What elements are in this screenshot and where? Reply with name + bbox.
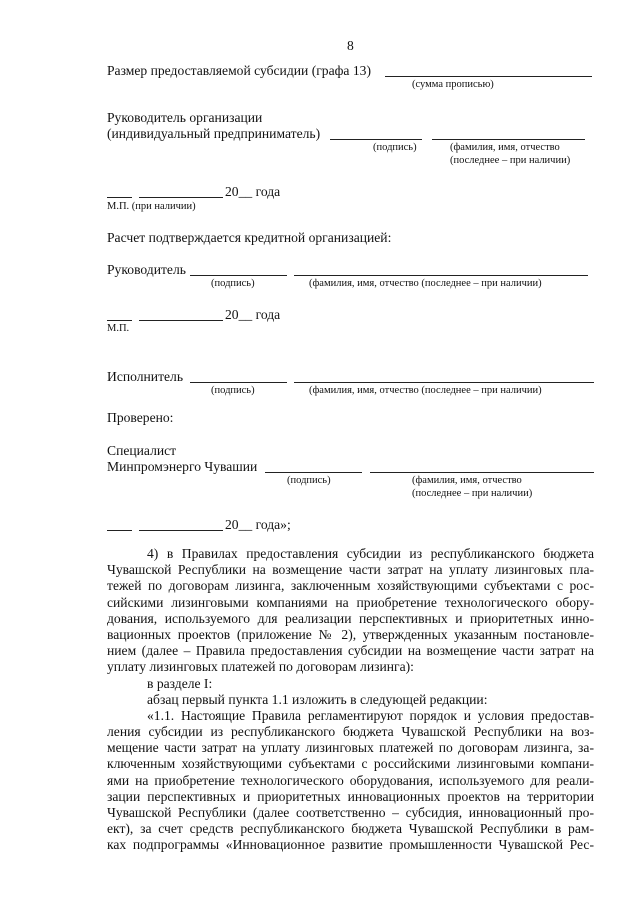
bank-head-sign-line: [190, 275, 287, 276]
paragraph-line: тежей по договорам лизинга, заключенным хозяйствующими субъектами с рос-: [107, 578, 594, 594]
executor-sign-hint: (подпись): [211, 385, 255, 396]
org-head-sub-label: (индивидуальный предприниматель): [107, 126, 321, 141]
specialist-org-label: Минпромэнерго Чувашии: [107, 459, 258, 474]
date2-stamp: М.П.: [107, 323, 130, 334]
bank-head-fio-hint: (фамилия, имя, отчество (последнее – при наличии): [309, 278, 542, 289]
date3-month-line: [139, 530, 223, 531]
paragraph-line: ления субсидии из республиканского бюджета Чувашской Республики на воз-: [107, 724, 594, 740]
paragraph-line: дования, используемого для реализации перспективных и приоритетных инно-: [107, 610, 594, 626]
executor-fio-line: [294, 382, 594, 383]
org-head-fio-hint: (фамилия, имя, отчество: [450, 142, 560, 153]
executor-sign-line: [190, 382, 287, 383]
specialist-sign-line: [265, 472, 362, 473]
date1-year: 20__ года: [225, 184, 281, 199]
org-head-sign-hint: (подпись): [373, 142, 417, 153]
specialist-sign-hint: (подпись): [287, 475, 331, 486]
checked-label: Проверено:: [107, 410, 174, 425]
paragraph-line: Чувашской Республики на возмещение части затрат на уплату лизинговых пла-: [107, 562, 594, 578]
paragraph-line: зации перспективных и приоритетных инновационных проектов на территории: [107, 788, 594, 804]
date2-month-line: [139, 320, 223, 321]
section-line: в разделе I:: [147, 675, 213, 691]
date2-day-line: [107, 320, 132, 321]
amendment-paragraph-4: [107, 546, 594, 854]
org-head-label: Руководитель организации: [107, 110, 263, 125]
date3-year: 20__ года»;: [225, 517, 291, 532]
subsidy-label: Размер предоставляемой субсидии (графа 13): [107, 63, 371, 78]
specialist-fio-hint-2: (последнее – при наличии): [412, 488, 533, 499]
page-number: 8: [347, 38, 354, 53]
org-head-fio-line: [432, 139, 585, 140]
bank-confirm-text: Расчет подтверждается кредитной организацией:: [107, 230, 392, 245]
date1-day-line: [107, 197, 132, 198]
paragraph-line: сийскими лизинговыми компаниями на приобретение технологического обору-: [107, 594, 594, 610]
date1-stamp: М.П. (при наличии): [107, 201, 196, 212]
subsidy-amount-hint: (сумма прописью): [412, 79, 494, 90]
paragraph-line: ках подпрограммы «Инновационное развитие промышленности Чувашской Рес-: [107, 837, 594, 853]
executor-label: Исполнитель: [107, 369, 184, 384]
date2-year: 20__ года: [225, 307, 281, 322]
bank-head-fio-line: [294, 275, 588, 276]
instruction-line: абзац первый пункта 1.1 изложить в следующей редакции:: [147, 691, 488, 707]
bank-head-sign-hint: (подпись): [211, 278, 255, 289]
specialist-fio-line: [370, 472, 594, 473]
specialist-fio-hint: (фамилия, имя, отчество: [412, 475, 522, 486]
org-head-fio-hint-2: (последнее – при наличии): [450, 155, 571, 166]
bank-head-label: Руководитель: [107, 262, 186, 277]
date3-day-line: [107, 530, 132, 531]
paragraph-line: ключенным хозяйствующими субъектами с российскими лизинговыми компани-: [107, 756, 594, 772]
specialist-label: Специалист: [107, 443, 177, 458]
paragraph-line: Чувашской Республики (далее соответственно – субсидия, инновационный про-: [107, 805, 594, 820]
paragraph-line: «1.1. Настоящие Правила регламентируют порядок и условия предостав-: [147, 707, 594, 723]
org-head-sign-line: [330, 139, 422, 140]
executor-fio-hint: (фамилия, имя, отчество (последнее – при наличии): [309, 385, 542, 396]
paragraph-line: уплату лизинговых платежей по договорам лизинга):: [107, 659, 414, 675]
date1-month-line: [139, 197, 223, 198]
subsidy-amount-line: [385, 76, 592, 77]
paragraph-line: мещение части затрат на уплату лизинговых платежей по договорам лизинга, за-: [107, 740, 594, 756]
paragraph-line: нием (далее – Правила предоставления субсидии на возмещение части затрат на: [107, 643, 594, 659]
paragraph-line: ями на приобретение технологического оборудования, используемого для реали-: [107, 772, 594, 788]
paragraph-line: вационных проектов (приложение № 2), утвержденных указанным постановле-: [107, 626, 594, 642]
paragraph-line: ект), за счет средств республиканского бюджета Чувашской Республики в рам-: [107, 821, 594, 837]
paragraph-line: 4) в Правилах предоставления субсидии из республиканского бюджета: [147, 546, 594, 561]
